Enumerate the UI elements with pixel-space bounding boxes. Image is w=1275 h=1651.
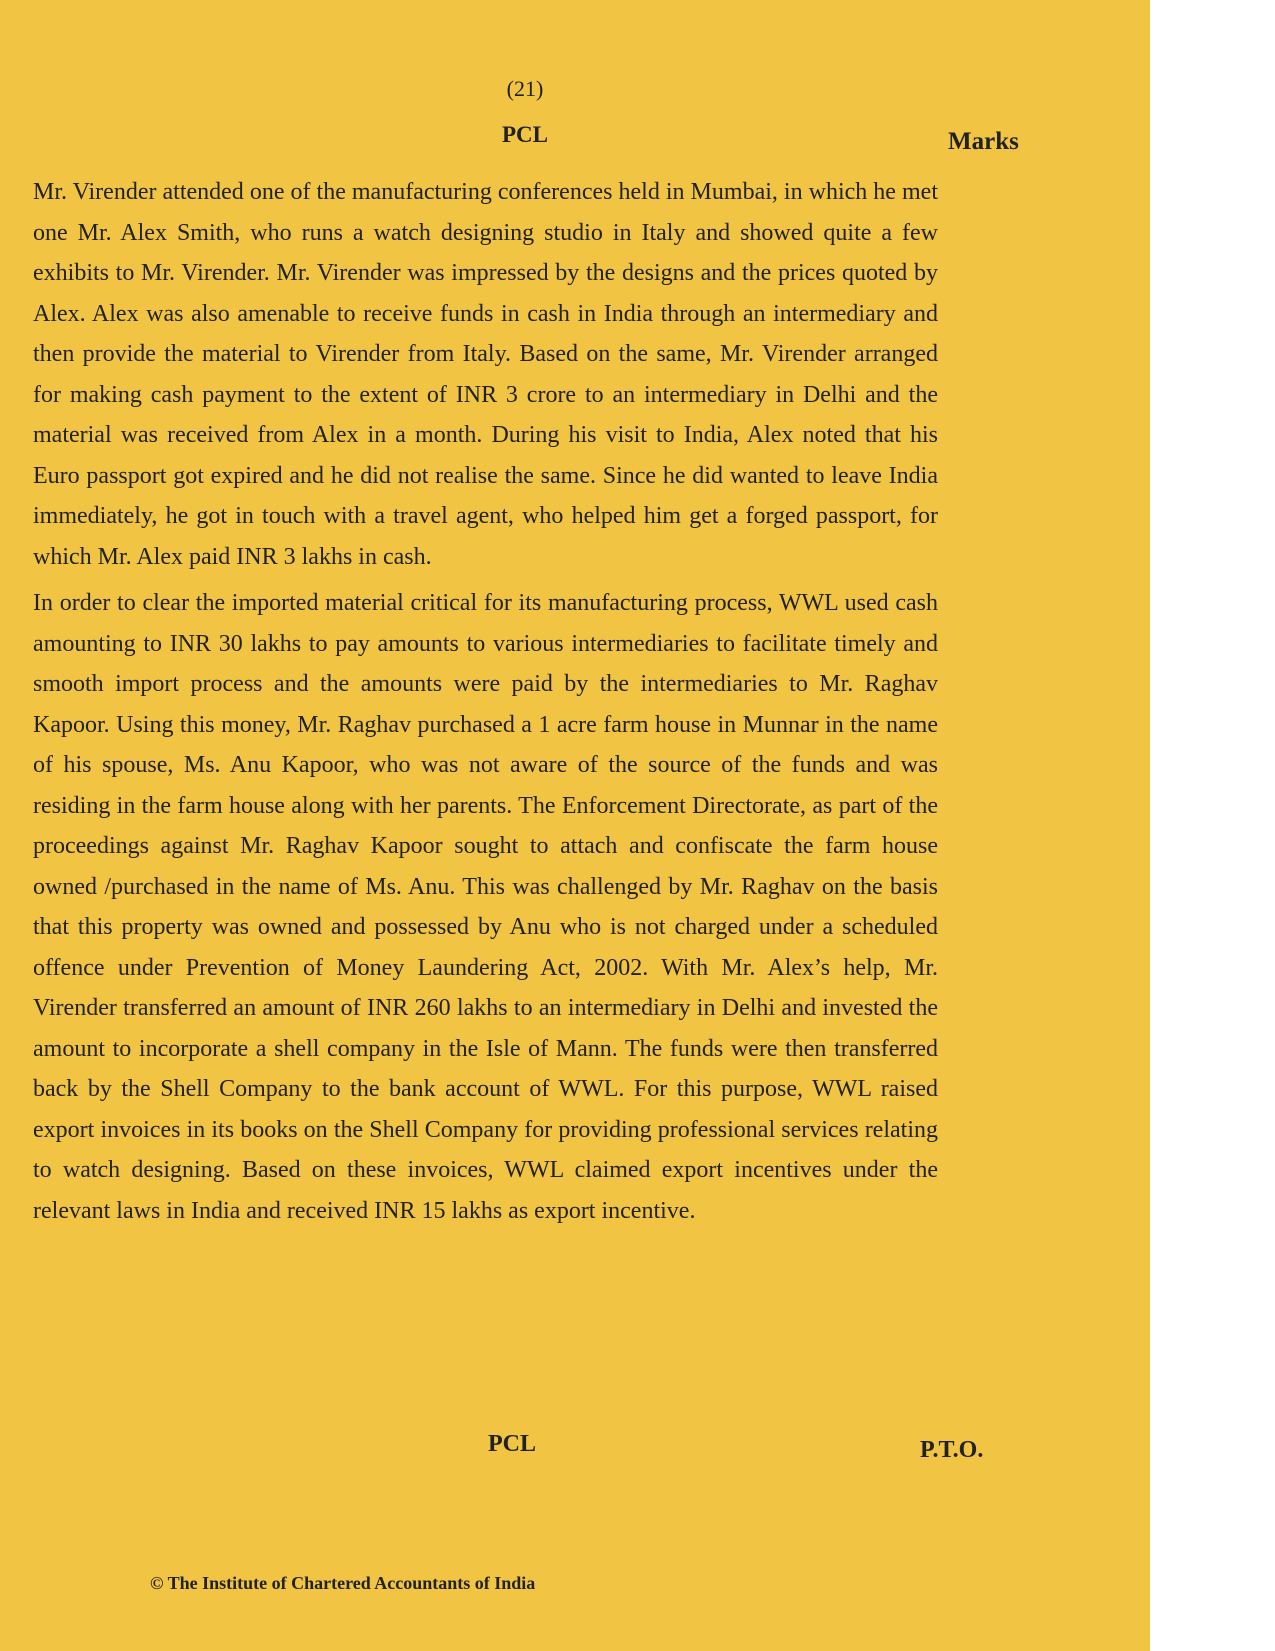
question-body [33, 172, 938, 1231]
copyright-notice: © The Institute of Chartered Accountants of India [150, 1573, 536, 1593]
paper-code-header: PCL [502, 122, 548, 147]
paragraph-2: In order to clear the imported material critical for its manufacturing process, WWL used cash amounting to INR 30 lakhs to pay amounts to various intermediaries to facilitate timely and smooth import process and the amounts were paid by the intermediaries to Mr. Raghav Kapoor. Using this money, Mr. Raghav purchased a 1 acre farm house in Munnar in the name of his spouse, Ms. Anu Kapoor, who was not aware of the source of the funds and was residing in the farm house along with her parents. The Enforcement Directorate, as part of the proceedings against Mr. Raghav Kapoor sought to attach and confiscate the farm house owned /purchased in the name of Ms. Anu. This was challenged by Mr. Raghav on the basis that this property was owned and possessed by Anu who is not charged under a scheduled offence under Prevention of Money Laundering Act, 2002. With Mr. Alex’s help, Mr. Virender transferred an amount of INR 260 lakhs to an intermediary in Delhi and invested the amount to incorporate a shell company in the Isle of Mann. The funds were then transferred back by the Shell Company to the bank account of WWL. For this purpose, WWL raised export invoices in its books on the Shell Company for providing professional services relating to watch designing. Based on these invoices, WWL claimed export incentives under the relevant laws in India and received INR 15 lakhs as export incentive. [33, 590, 938, 1224]
marks-column-label: Marks [948, 128, 1019, 155]
paper-code-footer: PCL [488, 1431, 536, 1457]
paragraph-1: Mr. Virender attended one of the manufacturing conferences held in Mumbai, in which he met one Mr. Alex Smith, who runs a watch designing studio in Italy and showed quite a few exhibits to Mr. Virender. Mr. Virender was impressed by the designs and the prices quoted by Alex. Alex was also amenable to receive funds in cash in India through an intermediary and then provide the material to Virender from Italy. Based on the same, Mr. Virender arranged for making cash payment to the extent of INR 3 crore to an intermediary in Delhi and the material was received from Alex in a month. During his visit to India, Alex noted that his Euro passport got expired and he did not realise the same. Since he did wanted to leave India immediately, he got in touch with a travel agent, who helped him get a forged passport, for which Mr. Alex paid INR 3 lakhs in cash. [33, 179, 938, 570]
please-turn-over: P.T.O. [920, 1437, 984, 1463]
page-number: (21) [506, 76, 544, 101]
